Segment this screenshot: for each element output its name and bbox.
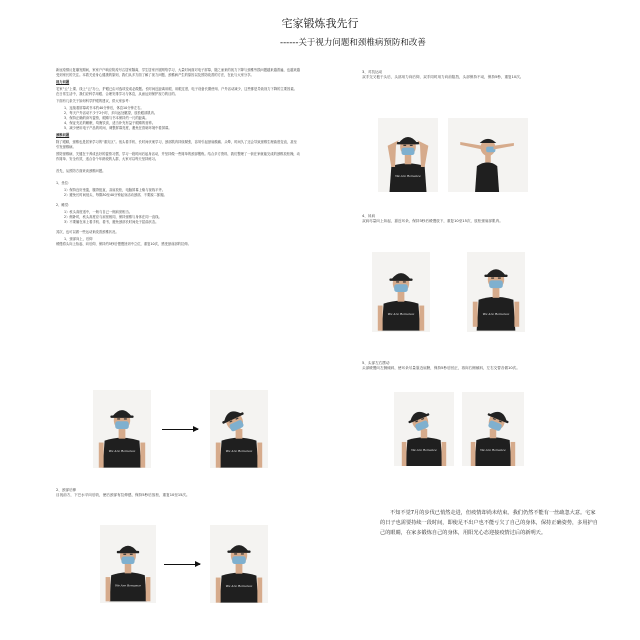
sleep-item: 1）枕头高度适中，一般与自己一侧肩宽相当。 [64,210,133,214]
svg-text:We Are Romance: We Are Romance [480,448,506,453]
svg-text:We Are Romance: We Are Romance [108,449,136,454]
step5-title: 5、头部左右摆动 [362,361,390,365]
photo-step5-tilt-right [462,392,524,466]
step3-description: 双手交叉抱于头后，头部用力向后仰，双手同时用力向前阻挡，头部保持不动，保持5秒，重复10次。 [362,75,524,79]
neck-paragraph-1: 除了眼睛，颈椎也是居家学习的“重灾区”。低头看手机、长时间伏案学习，颈部肌肉持续紧张，容易引起颈肩酸痛、头晕，时间久了还会导致颈椎生理曲度变直，甚至引发颈椎病。 [56,140,297,149]
vision-list-item: 2、每天户外活动不少于2小时，多向远处眺望，放松眼部肌肉。 [64,111,158,115]
photo-step4-neutral [372,252,430,332]
step2-title: 2、颈部后伸 [56,488,77,492]
vision-list-item: 3、保持正确的读写姿势，眼睛与书本保持约一尺的距离。 [64,116,149,120]
step3-title: 3、对抗运动 [362,70,383,74]
step4-title: 4、耸肩 [362,214,376,218]
sleep-title: 2、睡觉： [56,203,72,207]
intro-paragraph: 新冠疫情反复爆发期间，家家户户响应防疫号召居家隔离，学生居家开展网络学习，大量时间面对电子屏幕，随之而来的视力下降与颈椎劳损问题越来越普遍，也越来越受到家长的关注。本着关爱身心健康的原则，我们从多方面了解了视力问题、颈椎病产生的原因以及预防改善的方法，在此与大家分享。 [56,68,300,77]
document-subtitle: ------关于视力问题和颈椎病预防和改善 [280,38,426,48]
vision-paragraph-2: 下面有几条关于如何科学护眼的建议，供大家参考： [56,99,132,103]
neck-heading: 颈椎问题 [56,133,70,137]
svg-text:We Are Romance: We Are Romance [225,584,253,589]
sleep-item: 3）不要躺在床上看手机、看书，避免颈部长时间处于屈曲状态。 [64,220,159,224]
step4-caption [362,214,592,224]
step4-description: 双肩尽量向上耸起，靠近耳朵，保持3秒后缓慢放下，重复10至15次，放松颈肩部肌肉。 [362,219,503,223]
arrow-right-icon [164,564,200,565]
svg-text:We Are Romance: We Are Romance [482,312,510,317]
photo-step1-neutral [93,390,151,468]
sit-item: 2）避免长时间低头，每隔30至40分钟起身活动颈部，不要跷二郎腿。 [64,193,167,197]
step1-description: 缓慢将头向上抬起、向后仰，保持约5秒后慢慢回到中立位，重复10次，感受颈前部的拉伸。 [56,242,191,246]
step1-title: 1、颈部向上，后仰 [64,237,93,241]
vision-list-item: 1、连续看屏幕或书本约40分钟后，休息10分钟左右。 [64,106,144,110]
svg-text:We Are Romance: We Are Romance [225,449,253,454]
neck-paragraph-2: 预防颈椎病，关键在于养成良好的姿势习惯，学习一段时间后起身活动，并坚持做一些简单的颈部锻炼。结合多方资料，我们整理了一套在家就能完成的颈椎放松操，动作简单、安全有效，适合各个年龄段的人群，大家可以每天坚持练习。 [56,152,300,161]
arrow-right-icon [162,429,198,430]
document-title: 宅家锻炼我先行 [281,17,359,30]
vision-list-item: 4、保证充足的睡眠，均衡饮食，适当补充有益于眼睛的营养。 [64,121,156,125]
svg-text:We Are Romance: We Are Romance [395,174,421,179]
photo-step5-tilt-left [394,392,454,466]
svg-text:We Are Romance: We Are Romance [115,583,141,588]
exercise-heading: 其次，也可以做一些运动来改善颈椎状况。 [56,230,119,234]
step5-description: 头部缓慢向左侧倾斜，使耳朵尽量靠近肩膀，保持5秒后回正，再向右侧倾斜，左右交替各做10次。 [362,366,520,370]
sleep-item: 2）侧卧时，枕头高度应与肩宽相同，保持颈椎与身体在同一直线。 [64,215,162,219]
sit-title: 1、坐位： [56,181,72,185]
photo-step3-side-view [448,118,528,192]
sit-item: 1）保持良好坐姿，腰背挺直，双肩放松，电脑屏幕上缘与视线平齐。 [64,188,166,192]
step5-caption [362,361,592,371]
step2-description: 目视前方，下巴水平向后收，使后颈部有拉伸感，保持5秒后放松，重复10至15次。 [56,493,190,497]
prevention-heading: 首先，从预防方面来谈颈椎问题。 [56,169,106,173]
step3-caption [362,70,592,80]
photo-step2-neutral [100,525,156,603]
photo-step4-shrug [467,252,525,332]
closing-paragraph: 不知不觉7月的步伐已悄然走进，但疫情却尚未结束。我们仍然不能有一丝疏忽大意。宅家的日子也需要持续一段时间，即使足不出户也不能亏欠了自己的身体，保持正确姿势，多用护自己的眼睛，在家多锻炼自己的身体，用阳光心态迎接疫情过后的新明天。 [380,510,598,536]
photo-step2-chin-tuck [210,525,268,603]
svg-text:We Are Romance: We Are Romance [387,312,415,317]
left-text-column [56,68,300,249]
vision-list-item: 5、减少使用电子产品的时间，调整屏幕亮度，避免在昏暗环境中看屏幕。 [64,126,172,130]
step2-caption [56,488,296,498]
photo-step3-hands-behind-head [378,118,438,192]
vision-paragraph-1: 宅家“云”上课、线上“云”办公，护眼已由可选项变成必做题。长时间近距离用眼、用眼过度，电子设备长期使用、户外活动减少，这些都是导致视力下降的主要因素。在日常生活中，我们应科学用眼、合理安排学习与休息，从而达到保护视力的目的。 [56,87,297,96]
photo-step1-tilt-back [210,390,268,468]
svg-text:We Are Romance: We Are Romance [411,448,437,453]
vision-heading: 视力问题 [56,80,70,84]
